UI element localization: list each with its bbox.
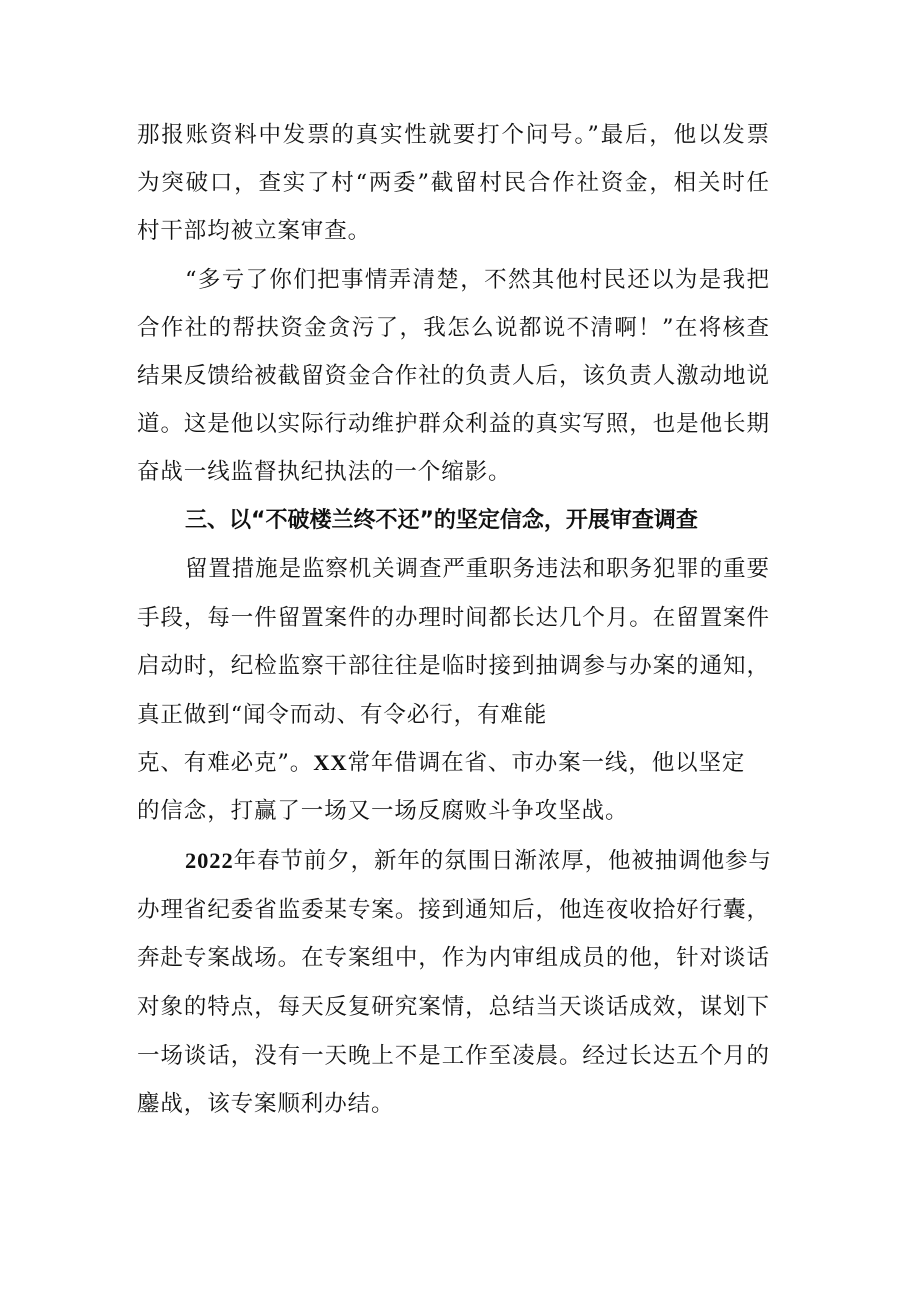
paragraph-4-line-1-text: 年春节前夕，新年的氛围日渐浓厚，他被抽调他参与	[233, 848, 772, 874]
person-placeholder: XX	[313, 750, 348, 775]
paragraph-3-line-5	[137, 748, 745, 778]
paragraph-1-line-1: 那报账资料中发票的真实性就要打个问号。”最后，他以发票	[137, 122, 769, 148]
paragraph-3-line-3: 启动时，纪检监察干部往往是临时接到抽调参与办案的通知，	[137, 653, 769, 679]
paragraph-3-line-6: 的信念，打赢了一场又一场反腐败斗争攻坚战。	[137, 798, 629, 824]
paragraph-3-line-4: 真正做到“闻令而动、有令必行，有难能	[137, 702, 548, 728]
year-number: 2022	[185, 848, 234, 873]
paragraph-2-line-2: 合作社的帮扶资金贪污了，我怎么说都说不清啊！”在将核查	[137, 315, 769, 341]
paragraph-2-line-1: “多亏了你们把事情弄清楚，不然其他村民还以为是我把	[185, 267, 769, 293]
paragraph-3-line-5-start: 克、有难必克”。	[137, 750, 314, 776]
paragraph-2-line-5: 奋战一线监督执纪执法的一个缩影。	[137, 459, 512, 485]
paragraph-3-line-2: 手段，每一件留置案件的办理时间都长达几个月。在留置案件	[137, 605, 769, 631]
paragraph-2-line-3: 结果反馈给被截留资金合作社的负责人后，该负责人激动地说	[137, 363, 769, 389]
paragraph-3-line-5-end: 常年借调在省、市办案一线，他以坚定	[347, 750, 746, 776]
paragraph-4-line-6: 鏖战，该专案顺利办结。	[137, 1091, 395, 1117]
paragraph-1-line-3: 村干部均被立案审查。	[137, 218, 372, 244]
paragraph-1-line-2: 为突破口，查实了村“两委”截留村民合作社资金，相关时任	[137, 170, 769, 196]
paragraph-4-line-2: 办理省纪委省监委某专案。接到通知后，他连夜收拾好行囊，	[137, 897, 769, 923]
section-heading: 三、以“不破楼兰终不还”的坚定信念，开展审查调查	[185, 508, 698, 533]
paragraph-4-line-4: 对象的特点，每天反复研究案情，总结当天谈话成效，谋划下	[137, 994, 769, 1020]
paragraph-4-line-1	[185, 846, 772, 876]
paragraph-4-line-5: 一场谈话，没有一天晚上不是工作至凌晨。经过长达五个月的	[137, 1043, 769, 1069]
paragraph-2-line-4: 道。这是他以实际行动维护群众利益的真实写照，也是他长期	[137, 411, 769, 437]
paragraph-4-line-3: 奔赴专案战场。在专案组中，作为内审组成员的他，针对谈话	[137, 945, 769, 971]
paragraph-3-line-1: 留置措施是监察机关调查严重职务违法和职务犯罪的重要	[185, 556, 769, 582]
